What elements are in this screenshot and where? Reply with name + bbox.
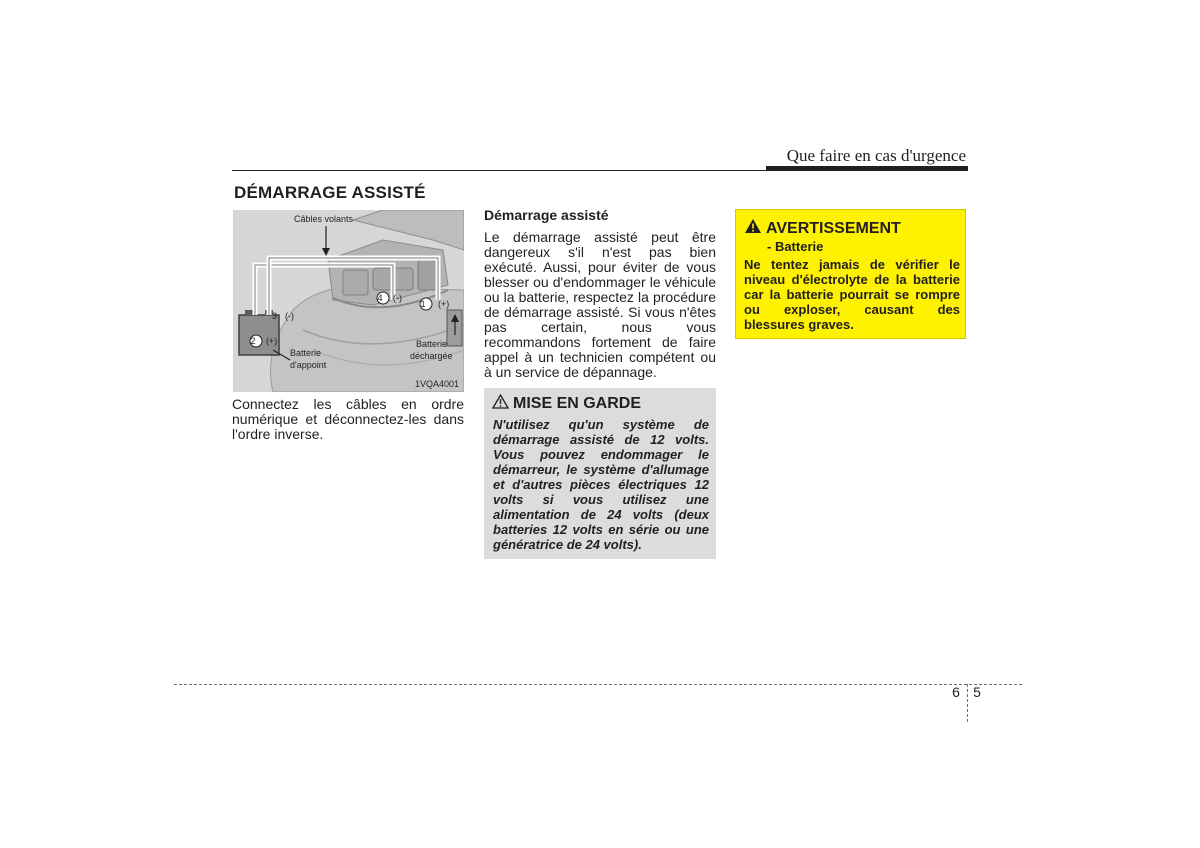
caution-header [492,394,641,414]
marker-1-number: 1 [420,299,426,309]
warning-header [744,218,901,239]
chapter-number: 6 [952,684,960,700]
label-discharged-2: déchargée [410,351,453,361]
section-title: DÉMARRAGE ASSISTÉ [234,183,426,202]
label-booster-2: d'appoint [290,360,327,370]
marker-1-sign: (+) [438,299,450,309]
warning-box [735,209,966,339]
caution-title: MISE EN GARDE [513,395,642,412]
booster-battery-shape [239,315,279,355]
marker-4-sign: (-) [393,293,402,303]
marker-2-number: 2 [250,336,256,346]
warning-triangle-icon [744,218,762,239]
running-header: Que faire en cas d'urgence [786,146,966,165]
footer-divider [967,684,968,722]
marker-4-number: 4 [377,293,383,303]
caution-triangle-icon [492,394,509,414]
marker-3-number: 3 [272,311,278,321]
label-discharged-1: Batterie [416,339,448,349]
marker-2-sign: (+) [266,336,278,346]
header-tab-bar [766,166,968,171]
jump-start-illustration [233,210,464,392]
caution-text: N'utilisez qu'un système de démarrage assisté de 12 volts. Vous pouvez endommager le démarreur, le système d'allumage et d'autres pièces électriques 12 volts si vous utilisez une alimentation de 24 volts (deux batteries 12 volts en série ou une génératrice de 24 volts). [493,417,709,552]
label-booster-1: Batterie [290,348,322,358]
page-number: 5 [973,684,981,700]
label-cables: Câbles volants [294,214,354,224]
footer-rule [174,684,1022,685]
procedure-text: Le démarrage assisté peut être dangereux s'il n'est pas bien exécuté. Aussi, pour éviter de vous blesser ou d'endommager le véhicule ou la batterie, respectez la procédure de démarrage assisté. Si vous n'êtes pas certain, nous vous recommandons fortement de faire appel à un technicien compétent ou à un service de dépannage. [484,229,716,380]
figure-caption: Connectez les câbles en ordre numérique et déconnectez-les dans l'ordre inverse. [232,396,464,442]
figure-code: 1VQA4001 [415,379,460,389]
caution-box [484,388,716,559]
marker-3-sign: (-) [285,311,294,321]
warning-subtitle: - Batterie [767,239,824,254]
warning-title: AVERTISSEMENT [766,219,901,237]
warning-text: Ne tentez jamais de vérifier le niveau d'électrolyte de la batterie car la batterie pourrait se rompre ou exploser, causant des blessures graves. [744,257,960,332]
procedure-title: Démarrage assisté [484,207,609,223]
